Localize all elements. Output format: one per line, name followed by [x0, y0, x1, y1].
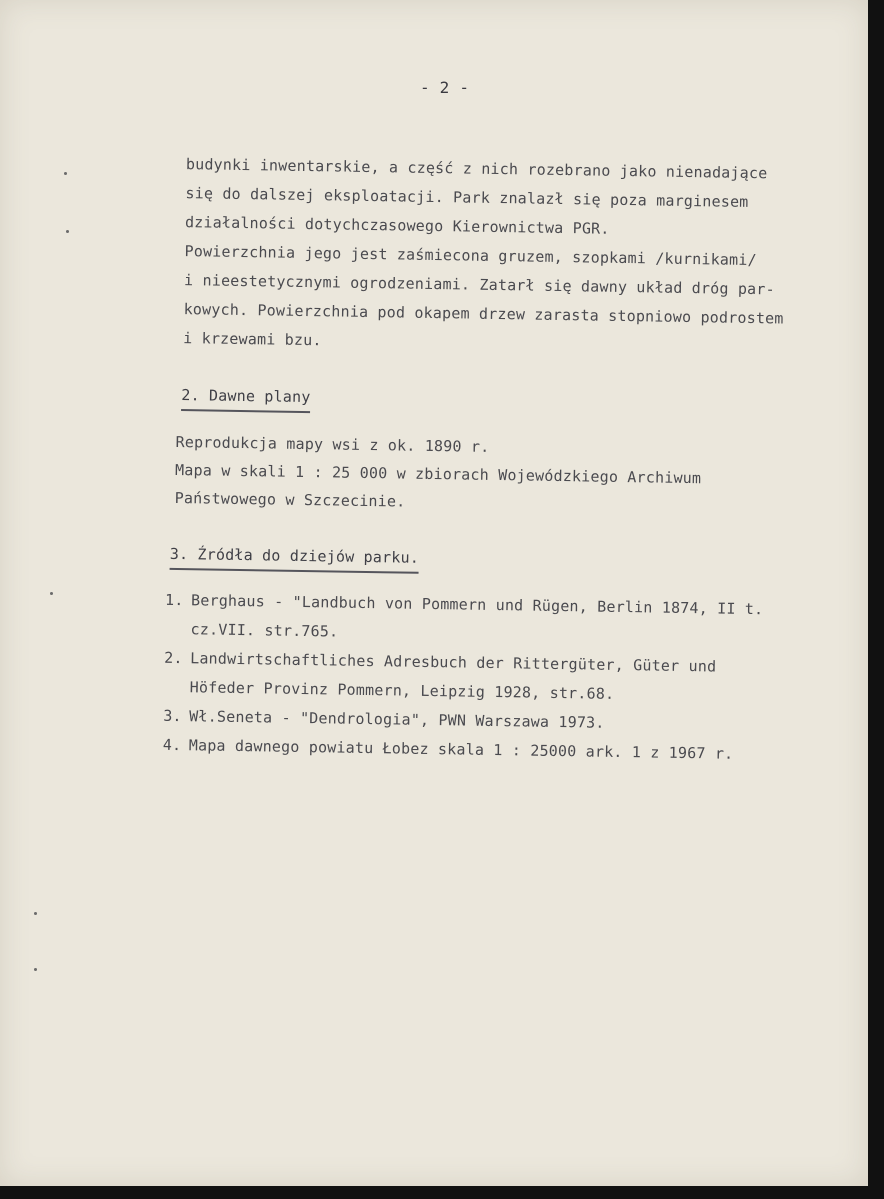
scan-border-right — [868, 0, 884, 1199]
list-item-number: 1. — [164, 590, 184, 610]
section-heading-text: 2. Dawne plany — [181, 386, 311, 407]
paragraph-line: działalności dotychczasowego Kierownictwa PGR. — [184, 213, 610, 238]
punch-mark — [34, 912, 37, 915]
list-item-text: Berghaus - "Landbuch von Pommern und Rügen, Berlin 1874, II t. — [190, 591, 764, 619]
plans-line: Państwowego w Szczecinie. — [174, 488, 406, 511]
paragraph-line: i krzewami bzu. — [183, 329, 322, 350]
list-item — [164, 586, 763, 653]
list-item-text: Wł.Seneta - "Dendrologia", PWN Warszawa 1973. — [189, 707, 605, 732]
paragraph-line: i nieestetycznymi ogrodzeniami. Zatarł się dawny układ dróg par- — [183, 271, 775, 299]
punch-mark — [34, 968, 37, 971]
paragraph-line: kowych. Powierzchnia pod okapem drzew zarasta stopniowo podrostem — [183, 300, 784, 328]
punch-mark — [66, 230, 69, 233]
plans-section — [174, 428, 701, 520]
punch-mark — [64, 172, 67, 175]
list-item-continuation: Höfeder Provinz Pommern, Leipzig 1928, str.68. — [189, 678, 615, 703]
section-heading-sources — [170, 545, 420, 574]
heading-underline — [181, 409, 310, 413]
list-item-number: 3. — [163, 706, 182, 726]
list-item-text: Mapa dawnego powiatu Łobez skala 1 : 25000 ark. 1 z 1967 r. — [188, 736, 734, 763]
document-body — [3, 0, 871, 763]
section-heading-text: 3. Źródła do dziejów parku. — [169, 544, 420, 567]
paragraph-line: Powierzchnia jego jest zaśmiecona gruzem, szopkami /kurnikami/ — [184, 242, 757, 270]
scan-border-bottom — [0, 1186, 884, 1199]
page-number: - 2 - — [420, 78, 470, 97]
paragraph-line: budynki inwentarskie, a część z nich rozebrano jako nienadające — [185, 155, 768, 183]
list-item — [163, 644, 762, 711]
list-item-number: 2. — [164, 648, 183, 668]
intro-paragraph — [183, 150, 846, 363]
punch-mark — [50, 592, 53, 595]
plans-line: Mapa w skali 1 : 25 000 w zbiorach Wojewódzkiego Archiwum — [174, 460, 702, 488]
paragraph-line: się do dalszej eksploatacji. Park znalazł się poza marginesem — [185, 184, 749, 211]
list-item-continuation: cz.VII. str.765. — [190, 620, 339, 641]
list-item-number: 4. — [162, 735, 182, 755]
heading-underline — [170, 568, 419, 574]
plans-line: Reprodukcja mapy wsi z ok. 1890 r. — [175, 432, 490, 456]
list-item-text: Landwirtschaftliches Adresbuch der Rittergüter, Güter und — [190, 649, 717, 676]
section-heading-plans — [181, 386, 311, 413]
sources-list — [163, 586, 764, 769]
